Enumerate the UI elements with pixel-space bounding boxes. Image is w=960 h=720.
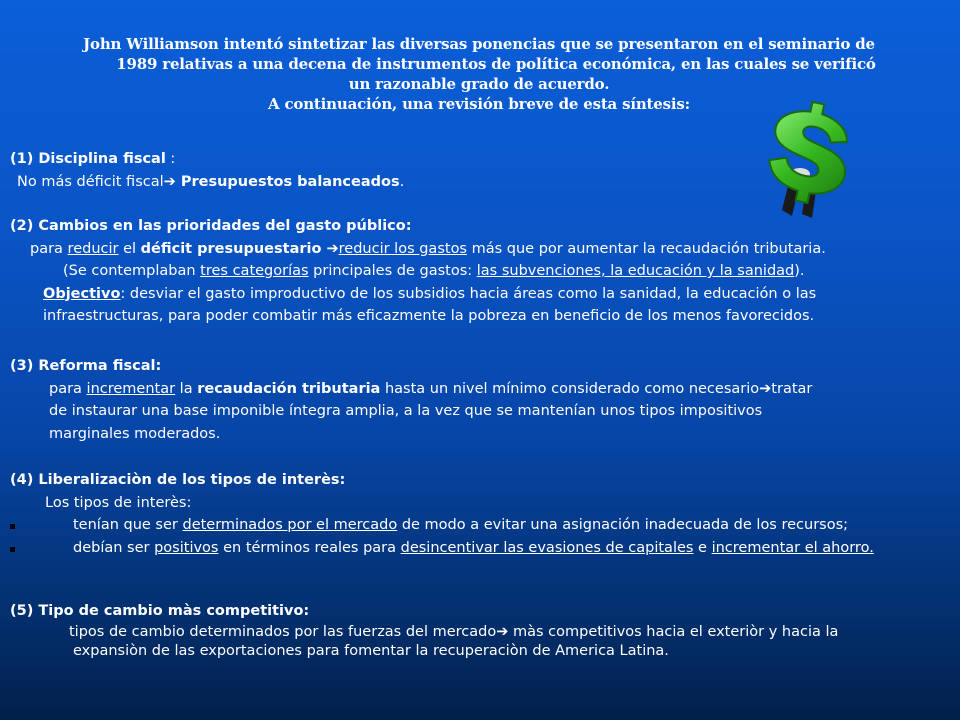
s4-b1-a: tenían que ser xyxy=(73,517,183,533)
s3-l1-a: para xyxy=(49,380,87,397)
arrow-right-icon: ➔ xyxy=(759,380,772,397)
arrow-right-icon: ➔ xyxy=(496,623,509,640)
intro-line-2: 1989 relativas a una decena de instrumentos de política económica, en las cuales se verificó xyxy=(116,55,876,73)
s4-b2-c: e xyxy=(693,540,712,556)
s5-l2: expansiòn de las exportaciones para fomentar la recuperaciòn de America Latina. xyxy=(73,642,669,659)
s1-text-b: Presupuestos balanceados xyxy=(175,173,400,190)
section-1-heading-suffix: : xyxy=(165,151,176,167)
arrow-right-icon: ➔ xyxy=(163,173,176,190)
section-3-heading: (3) Reforma fiscal: xyxy=(10,358,162,374)
s3-l1-bold: recaudación tributaria xyxy=(197,380,381,397)
s2-l2-u1: tres categorías xyxy=(200,263,309,279)
section-2 xyxy=(10,215,826,328)
s3-l1-u: incrementar xyxy=(86,380,176,397)
s2-l1-u1: reducir xyxy=(67,240,119,257)
s5-l1-a: tipos de cambio determinados por las fuerzas del mercado xyxy=(69,623,497,640)
intro-line-3: un razonable grado de acuerdo. xyxy=(348,75,610,93)
section-5 xyxy=(10,600,930,661)
s2-l1-b: el xyxy=(118,240,141,257)
s1-text-a: No más déficit fiscal xyxy=(17,173,164,190)
s4-b2-u3: incrementar el ahorro. xyxy=(711,540,874,556)
section-1-heading: (1) Disciplina fiscal xyxy=(10,151,166,167)
s2-l1-u2: reducir los gastos xyxy=(338,240,467,257)
s2-objective-label: Objectivo xyxy=(43,285,121,302)
s4-b2-u1: positivos xyxy=(154,540,219,556)
intro-line-1: John Williamson intentó sintetizar las diversas ponencias que se presentaron en el seminario de xyxy=(83,35,875,53)
section-4-heading: (4) Liberalizaciòn de los tipos de interès: xyxy=(10,472,346,488)
s2-l1-c: más que por aumentar la recaudación tributaria. xyxy=(467,240,826,257)
s4-b1-u: determinados por el mercado xyxy=(182,517,398,533)
s2-l3-a: : desviar el gasto improductivo de los subsidios hacia áreas como la sanidad, la educación o las xyxy=(120,285,817,302)
s4-b2-b: en términos reales para xyxy=(218,540,401,556)
s4-b2-u2: desincentivar las evasiones de capitales xyxy=(400,540,694,556)
dollar-sign-figure-icon xyxy=(752,98,864,220)
s2-l1-a: para xyxy=(30,240,68,257)
s2-l1-bold: déficit presupuestario xyxy=(140,240,322,257)
bullet-square-icon xyxy=(10,524,15,529)
s3-l1-b: la xyxy=(175,380,198,397)
s3-l1-c: hasta un nivel mínimo considerado como necesario xyxy=(380,380,760,397)
section-2-heading: (2) Cambios en las prioridades del gasto público: xyxy=(10,218,412,234)
s1-text-c: . xyxy=(399,173,405,190)
s5-l1-b: màs competitivos hacia el exteriòr y hacia la xyxy=(508,623,839,640)
list-item xyxy=(10,516,890,535)
section-3 xyxy=(10,355,812,445)
list-item xyxy=(10,539,890,558)
section-1 xyxy=(10,148,404,193)
s2-l2-u2: las subvenciones, la educación y la sanidad xyxy=(476,263,795,279)
intro-line-4: A continuación, una revisión breve de esta síntesis: xyxy=(268,95,690,113)
s4-b1-b: de modo a evitar una asignación inadecuada de los recursos; xyxy=(397,517,849,533)
section-5-heading: (5) Tipo de cambio màs competitivo: xyxy=(10,603,310,619)
bullet-square-icon xyxy=(10,547,15,552)
s2-l2-b: principales de gastos: xyxy=(308,263,477,279)
arrow-right-icon: ➔ xyxy=(321,240,339,257)
s4-l1: Los tipos de interès: xyxy=(45,494,192,511)
s3-l2: de instaurar una base imponible íntegra amplia, a la vez que se mantenían unos tipos impositivos xyxy=(49,403,763,419)
s4-b2-a: debían ser xyxy=(73,540,155,556)
s2-l4: infraestructuras, para poder combatir más eficazmente la pobreza en beneficio de los menos favorecidos. xyxy=(43,308,815,324)
s2-l2-a: (Se contemplaban xyxy=(63,263,201,279)
s2-l2-c: ). xyxy=(794,263,805,279)
s3-l3: marginales moderados. xyxy=(49,425,221,442)
section-4 xyxy=(10,469,890,558)
s3-l1-d: tratar xyxy=(771,380,813,397)
